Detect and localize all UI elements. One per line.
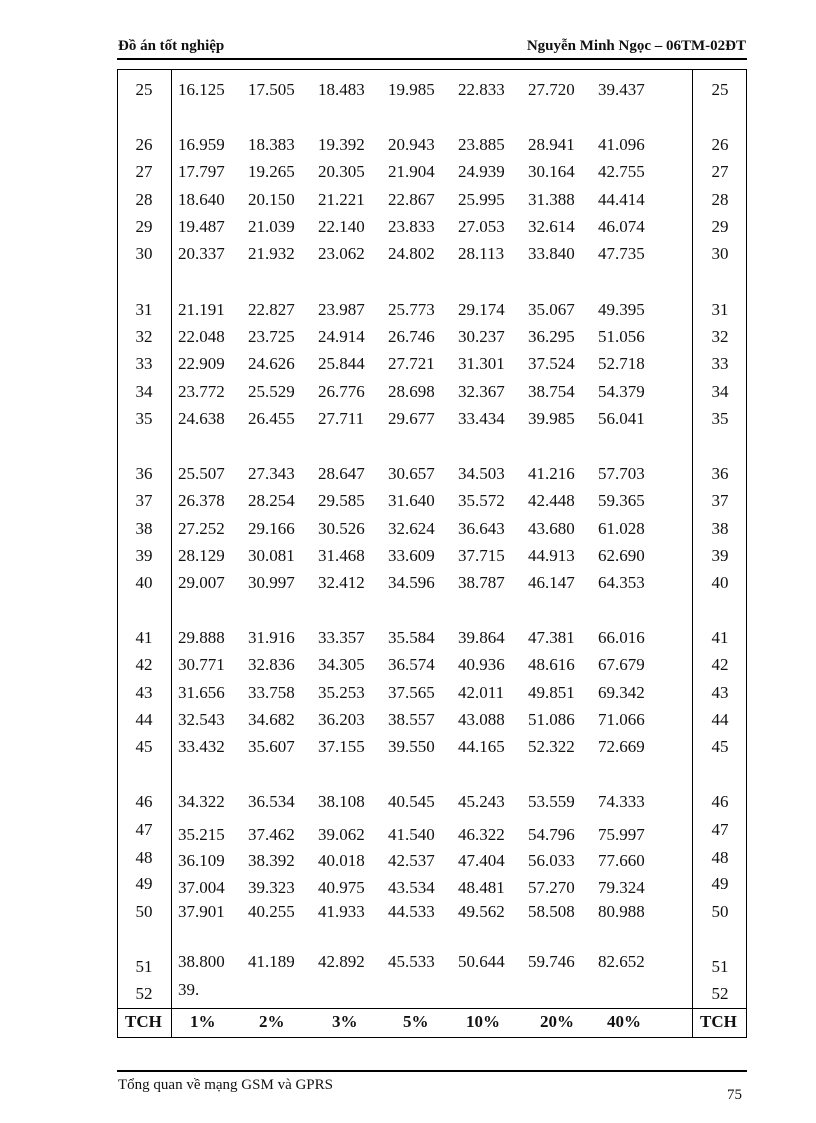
table-cell: 46.147: [528, 573, 575, 592]
row-number-left: 51: [135, 957, 153, 976]
table-cell: 49.562: [458, 902, 505, 921]
table-cell: 64.353: [598, 573, 645, 592]
table-cell: 19.392: [318, 135, 365, 154]
table-cell: 41.189: [248, 952, 295, 971]
table-cell: 28.113: [458, 244, 505, 263]
table-cell: 18.383: [248, 135, 295, 154]
table-cell: 40.975: [318, 878, 365, 897]
table-cell: 30.164: [528, 162, 575, 181]
table-divider-left: [171, 69, 172, 1038]
table-cell: 27.053: [458, 217, 505, 236]
row-number-right: 33: [711, 354, 729, 373]
row-number-left: 33: [135, 354, 153, 373]
table-cell: 31.916: [248, 628, 295, 647]
table-cell: 39.323: [248, 878, 295, 897]
row-number-left: 38: [135, 519, 153, 538]
table-cell: 48.616: [528, 655, 575, 674]
table-cell: 74.333: [598, 792, 645, 811]
row-number-right: 27: [711, 162, 729, 181]
table-cell: 37.004: [178, 878, 225, 897]
table-cell: 72.669: [598, 737, 645, 756]
table-cell: 35.253: [318, 683, 365, 702]
table-cell: 27.711: [318, 409, 365, 428]
table-cell: 21.904: [388, 162, 435, 181]
table-cell: 32.412: [318, 573, 365, 592]
page-number: 75: [727, 1087, 742, 1103]
table-cell: 31.656: [178, 683, 225, 702]
row-number-left: 50: [135, 902, 153, 921]
table-cell: 20.337: [178, 244, 225, 263]
row-number-right: 42: [711, 655, 729, 674]
row-number-left: 47: [135, 820, 153, 839]
row-number-right: 28: [711, 190, 729, 209]
table-cell: 75.997: [598, 825, 645, 844]
row-number-left: 29: [135, 217, 153, 236]
table-cell: 36.574: [388, 655, 435, 674]
table-cell: 33.758: [248, 683, 295, 702]
table-cell: 38.392: [248, 851, 295, 870]
table-cell: 18.483: [318, 80, 365, 99]
table-cell: 77.660: [598, 851, 645, 870]
table-cell: 42.011: [458, 683, 505, 702]
row-number-right: 51: [711, 957, 729, 976]
row-number-right: 44: [711, 710, 729, 729]
table-cell: 26.378: [178, 491, 225, 510]
table-cell: 33.609: [388, 546, 435, 565]
row-number-right: 50: [711, 902, 729, 921]
row-number-right: 32: [711, 327, 729, 346]
table-cell: 24.914: [318, 327, 365, 346]
table-cell: 33.357: [318, 628, 365, 647]
table-cell: 62.690: [598, 546, 645, 565]
table-cell: 42.755: [598, 162, 645, 181]
table-cell: 39.864: [458, 628, 505, 647]
row-number-left: 45: [135, 737, 153, 756]
table-cell: 37.565: [388, 683, 435, 702]
row-number-right: 46: [711, 792, 729, 811]
row-number-left: 31: [135, 300, 153, 319]
table-cell: 29.888: [178, 628, 225, 647]
table-cell: 45.243: [458, 792, 505, 811]
table-cell: 39.550: [388, 737, 435, 756]
table-cell: 20.150: [248, 190, 295, 209]
percent-label-2: 2%: [259, 1012, 285, 1031]
table-cell: 23.062: [318, 244, 365, 263]
table-cell: 32.543: [178, 710, 225, 729]
percent-label-6: 20%: [540, 1012, 574, 1031]
table-cell: 32.836: [248, 655, 295, 674]
table-cell: 32.624: [388, 519, 435, 538]
row-number-left: 44: [135, 710, 153, 729]
table-cell: 27.252: [178, 519, 225, 538]
table-cell: 19.487: [178, 217, 225, 236]
table-cell: 21.039: [248, 217, 295, 236]
table-cell: 41.216: [528, 464, 575, 483]
table-cell: 82.652: [598, 952, 645, 971]
table-cell: 24.626: [248, 354, 295, 373]
table-cell: 80.988: [598, 902, 645, 921]
table-cell: 19.985: [388, 80, 435, 99]
row-number-left: 28: [135, 190, 153, 209]
table-cell: 47.735: [598, 244, 645, 263]
table-cell: 49.395: [598, 300, 645, 319]
table-cell: 39.437: [598, 80, 645, 99]
table-cell: 35.215: [178, 825, 225, 844]
table-cell: 52.322: [528, 737, 575, 756]
table-cell: 47.381: [528, 628, 575, 647]
row-number-right: 37: [711, 491, 729, 510]
table-cell: 41.096: [598, 135, 645, 154]
header-left-text: Đồ án tốt nghiệp: [118, 38, 225, 54]
table-cell: 25.773: [388, 300, 435, 319]
row-number-left: 34: [135, 382, 153, 401]
table-cell: 23.833: [388, 217, 435, 236]
table-cell: 25.507: [178, 464, 225, 483]
row-number-right: 52: [711, 984, 729, 1003]
percent-label-1: 1%: [190, 1012, 216, 1031]
table-cell: 46.322: [458, 825, 505, 844]
table-cell: 44.533: [388, 902, 435, 921]
table-cell: 27.343: [248, 464, 295, 483]
row-number-right: 45: [711, 737, 729, 756]
table-cell: 30.771: [178, 655, 225, 674]
table-cell: 28.647: [318, 464, 365, 483]
row-number-left: 41: [135, 628, 153, 647]
row-number-left: 52: [135, 984, 153, 1003]
row-number-right: 30: [711, 244, 729, 263]
table-cell: 52.718: [598, 354, 645, 373]
table-cell: 36.109: [178, 851, 225, 870]
table-cell: 38.787: [458, 573, 505, 592]
table-cell: 34.503: [458, 464, 505, 483]
table-cell: 22.827: [248, 300, 295, 319]
row-number-right: 38: [711, 519, 729, 538]
table-cell: 39.062: [318, 825, 365, 844]
table-cell: 35.584: [388, 628, 435, 647]
table-cell: 23.725: [248, 327, 295, 346]
table-cell: 57.703: [598, 464, 645, 483]
row-number-right: 39: [711, 546, 729, 565]
table-cell: 29.007: [178, 573, 225, 592]
table-cell: 24.638: [178, 409, 225, 428]
row-number-right: 41: [711, 628, 729, 647]
table-cell: 40.255: [248, 902, 295, 921]
table-cell: 21.191: [178, 300, 225, 319]
table-cell: 30.526: [318, 519, 365, 538]
table-footer-rule: [117, 1008, 747, 1009]
row-number-right: 49: [711, 874, 729, 893]
table-cell: 41.933: [318, 902, 365, 921]
row-number-right: 26: [711, 135, 729, 154]
table-cell: 18.640: [178, 190, 225, 209]
table-cell: 38.800: [178, 952, 225, 971]
table-cell: 21.932: [248, 244, 295, 263]
row-number-left: 26: [135, 135, 153, 154]
table-cell: 53.559: [528, 792, 575, 811]
table-cell: 30.657: [388, 464, 435, 483]
table-cell: 37.715: [458, 546, 505, 565]
table-cell: 36.643: [458, 519, 505, 538]
table-cell: 20.305: [318, 162, 365, 181]
header-right-text: Nguyễn Minh Ngọc – 06TM-02ĐT: [526, 38, 746, 54]
table-cell: 16.125: [178, 80, 225, 99]
row-number-right: 48: [711, 848, 729, 867]
table-cell: 50.644: [458, 952, 505, 971]
table-cell: 34.682: [248, 710, 295, 729]
table-cell: 30.997: [248, 573, 295, 592]
table-cell: 31.640: [388, 491, 435, 510]
table-cell: 21.221: [318, 190, 365, 209]
table-cell: 45.533: [388, 952, 435, 971]
table-cell: 51.056: [598, 327, 645, 346]
table-cell: 37.155: [318, 737, 365, 756]
table-cell: 46.074: [598, 217, 645, 236]
table-cell: 40.936: [458, 655, 505, 674]
table-cell: 58.508: [528, 902, 575, 921]
table-cell: 29.174: [458, 300, 505, 319]
table-cell: 33.434: [458, 409, 505, 428]
table-cell: 26.776: [318, 382, 365, 401]
table-cell: 28.254: [248, 491, 295, 510]
row-number-right: 47: [711, 820, 729, 839]
table-cell: 48.481: [458, 878, 505, 897]
table-cell: 40.018: [318, 851, 365, 870]
table-cell: 34.305: [318, 655, 365, 674]
table-cell: 23.987: [318, 300, 365, 319]
table-cell: 34.322: [178, 792, 225, 811]
row-number-right: 25: [711, 80, 729, 99]
row-number-left: 30: [135, 244, 153, 263]
table-cell: 29.166: [248, 519, 295, 538]
table-cell: 54.796: [528, 825, 575, 844]
table-cell: 56.041: [598, 409, 645, 428]
table-cell: 39.985: [528, 409, 575, 428]
table-cell: 51.086: [528, 710, 575, 729]
tch-label-left: TCH: [125, 1012, 162, 1031]
table-cell: 31.301: [458, 354, 505, 373]
table-cell: 31.388: [528, 190, 575, 209]
table-cell: 22.909: [178, 354, 225, 373]
table-cell: 67.679: [598, 655, 645, 674]
table-cell: 22.140: [318, 217, 365, 236]
table-cell: 32.614: [528, 217, 575, 236]
table-cell: 17.797: [178, 162, 225, 181]
row-number-left: 27: [135, 162, 153, 181]
row-number-right: 40: [711, 573, 729, 592]
row-number-left: 36: [135, 464, 153, 483]
table-cell: 38.108: [318, 792, 365, 811]
table-cell: 44.414: [598, 190, 645, 209]
table-cell: 42.537: [388, 851, 435, 870]
percent-label-7: 40%: [607, 1012, 641, 1031]
table-cell: 40.545: [388, 792, 435, 811]
table-cell: 43.088: [458, 710, 505, 729]
table-cell: 43.534: [388, 878, 435, 897]
table-cell: 28.941: [528, 135, 575, 154]
table-cell: 25.995: [458, 190, 505, 209]
table-cell: 22.833: [458, 80, 505, 99]
table-cell: 29.677: [388, 409, 435, 428]
table-cell: 28.129: [178, 546, 225, 565]
row-number-right: 35: [711, 409, 729, 428]
table-cell: 37.524: [528, 354, 575, 373]
table-cell: 47.404: [458, 851, 505, 870]
table-cell: 56.033: [528, 851, 575, 870]
table-cell: 39.: [178, 980, 200, 999]
table-cell: 23.885: [458, 135, 505, 154]
table-cell: 27.720: [528, 80, 575, 99]
table-cell: 33.840: [528, 244, 575, 263]
table-cell: 44.913: [528, 546, 575, 565]
table-cell: 44.165: [458, 737, 505, 756]
table-cell: 31.468: [318, 546, 365, 565]
table-cell: 54.379: [598, 382, 645, 401]
table-cell: 36.203: [318, 710, 365, 729]
table-cell: 59.365: [598, 491, 645, 510]
table-cell: 20.943: [388, 135, 435, 154]
tch-label-right: TCH: [700, 1012, 737, 1031]
table-cell: 24.802: [388, 244, 435, 263]
percent-label-4: 5%: [403, 1012, 429, 1031]
row-number-left: 49: [135, 874, 153, 893]
table-cell: 66.016: [598, 628, 645, 647]
table-cell: 22.048: [178, 327, 225, 346]
table-cell: 35.067: [528, 300, 575, 319]
row-number-left: 43: [135, 683, 153, 702]
table-cell: 36.295: [528, 327, 575, 346]
table-cell: 71.066: [598, 710, 645, 729]
table-cell: 36.534: [248, 792, 295, 811]
table-cell: 79.324: [598, 878, 645, 897]
table-cell: 16.959: [178, 135, 225, 154]
row-number-right: 31: [711, 300, 729, 319]
table-cell: 37.462: [248, 825, 295, 844]
row-number-left: 40: [135, 573, 153, 592]
percent-label-5: 10%: [466, 1012, 500, 1031]
table-cell: 25.844: [318, 354, 365, 373]
table-cell: 37.901: [178, 902, 225, 921]
table-cell: 26.455: [248, 409, 295, 428]
row-number-left: 25: [135, 80, 153, 99]
table-cell: 19.265: [248, 162, 295, 181]
table-cell: 30.237: [458, 327, 505, 346]
row-number-right: 36: [711, 464, 729, 483]
table-cell: 61.028: [598, 519, 645, 538]
table-cell: 57.270: [528, 878, 575, 897]
row-number-right: 29: [711, 217, 729, 236]
table-cell: 35.572: [458, 491, 505, 510]
table-cell: 25.529: [248, 382, 295, 401]
row-number-left: 32: [135, 327, 153, 346]
table-cell: 38.754: [528, 382, 575, 401]
table-cell: 22.867: [388, 190, 435, 209]
table-cell: 69.342: [598, 683, 645, 702]
table-cell: 49.851: [528, 683, 575, 702]
row-number-left: 35: [135, 409, 153, 428]
row-number-left: 39: [135, 546, 153, 565]
row-number-left: 46: [135, 792, 153, 811]
row-number-right: 43: [711, 683, 729, 702]
table-cell: 23.772: [178, 382, 225, 401]
table-cell: 43.680: [528, 519, 575, 538]
table-cell: 33.432: [178, 737, 225, 756]
table-cell: 59.746: [528, 952, 575, 971]
footer-rule: [117, 1070, 747, 1072]
table-cell: 17.505: [248, 80, 295, 99]
row-number-left: 42: [135, 655, 153, 674]
table-cell: 42.892: [318, 952, 365, 971]
table-cell: 27.721: [388, 354, 435, 373]
table-cell: 30.081: [248, 546, 295, 565]
table-cell: 29.585: [318, 491, 365, 510]
table-cell: 35.607: [248, 737, 295, 756]
table-cell: 28.698: [388, 382, 435, 401]
header-rule: [117, 58, 747, 60]
table-cell: 42.448: [528, 491, 575, 510]
row-number-left: 48: [135, 848, 153, 867]
row-number-left: 37: [135, 491, 153, 510]
table-cell: 32.367: [458, 382, 505, 401]
percent-label-3: 3%: [332, 1012, 358, 1031]
table-cell: 38.557: [388, 710, 435, 729]
table-cell: 24.939: [458, 162, 505, 181]
table-cell: 26.746: [388, 327, 435, 346]
table-cell: 41.540: [388, 825, 435, 844]
row-number-right: 34: [711, 382, 729, 401]
footer-title: Tổng quan về mạng GSM và GPRS: [118, 1077, 333, 1093]
table-cell: 34.596: [388, 573, 435, 592]
